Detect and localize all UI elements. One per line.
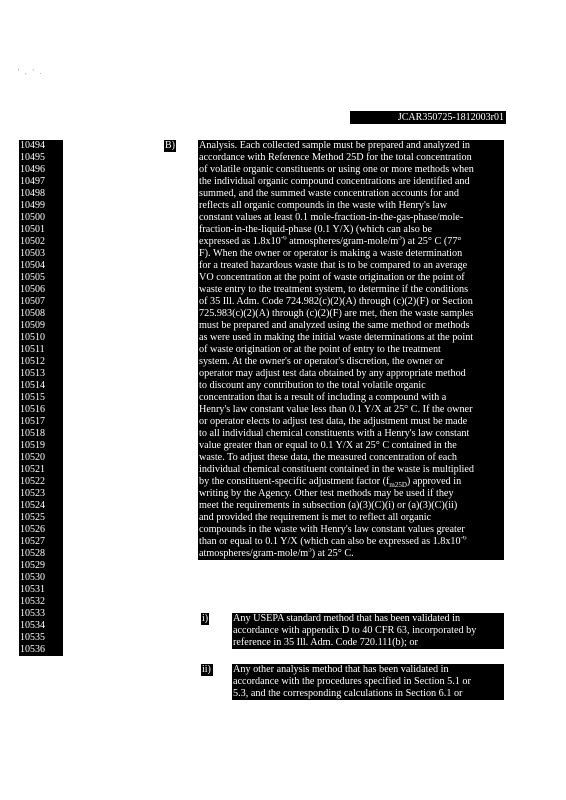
line-number: 10535 [19,632,63,644]
line-number: 10533 [19,608,63,620]
line-number: 10532 [19,596,63,608]
line-number: 10516 [19,404,63,416]
line-number: 10528 [19,548,63,560]
paragraph-line: system. At the owner's or operator's discretion, the owner or [199,356,444,367]
paragraph-line: reflects all organic compounds in the waste with Henry's law [199,200,448,211]
line-number: 10527 [19,536,63,548]
paragraph-line: as were used in making the initial waste determinations at the point [199,332,474,343]
paragraph-line: writing by the Agency. Other test methods may be used if they [199,488,454,499]
line-number: 10510 [19,332,63,344]
paragraph-line: 725.983(c)(2)(A) through (c)(2)(F) are met, then the waste samples [199,308,474,319]
paragraph-line: fraction-in-the-liquid-phase (0.1 Y/X) (which can also be [199,224,433,235]
sub-item-ii-text [232,664,504,700]
paragraph-line: accordance with Reference Method 25D for the total concentration [199,152,472,163]
sub-item-line: accordance with appendix D to 40 CFR 63, incorporated by [233,625,477,636]
line-number: 10530 [19,572,63,584]
line-number: 10501 [19,224,63,236]
analysis-paragraph [198,140,504,560]
paragraph-line: concentration that is a result of including a compound with a [199,392,447,403]
subscript: m25D [389,481,407,488]
line-number: 10496 [19,164,63,176]
paragraph-line: summed, and the summed waste concentration accounts for and [199,188,459,199]
line-number: 10522 [19,476,63,488]
line-number: 10524 [19,500,63,512]
paragraph-line: meet the requirements in subsection (a)(3)(C)(i) or (a)(3)(C)(ii) [199,500,458,511]
paragraph-line: value greater than or equal to 0.1 Y/X at 25° C contained in the [199,440,457,451]
line-number: 10507 [19,296,63,308]
paragraph-line: atmospheres/$gram-mole/m^3$) at 25° C. [198,548,371,560]
line-number: 10503 [19,248,63,260]
line-number: 10504 [19,260,63,272]
exponent: 3 [398,236,402,242]
paragraph-marker: B) [165,140,175,151]
sub-item-line: 5.3, and the corresponding calculations in Section 6.1 or [233,688,463,699]
paragraph-line: VO concentration at the point of waste origination or the point of [199,272,465,283]
line-number: 10500 [19,212,63,224]
line-number: 10519 [19,440,63,452]
sub-item-marker-i: i) [202,613,209,624]
exponent: -6 [280,236,287,242]
line-number: 10509 [19,320,63,332]
paragraph-line: by the constituent-specific adjustment factor $(f_{m25D})$ approved in [199,476,462,488]
paragraph-line: F). When the owner or operator is making a waste determination [199,248,463,259]
line-number: 10534 [19,620,63,632]
line-number: 10517 [19,416,63,428]
line-number: 10502 [19,236,63,248]
line-fragment: ) at 25° C. [311,548,354,559]
line-number: 10499 [19,200,63,212]
paragraph-line: constant values at least 0.1 mole-fraction-in-the-gas-phase/mole- [199,212,464,223]
line-number: 10495 [19,152,63,164]
line-number: 10523 [19,488,63,500]
paragraph-line: to discount any contribution to the total volatile organic [199,380,426,391]
line-number: 10526 [19,524,63,536]
line-number: 10494 [19,140,63,152]
sub-item-i-text [232,613,504,649]
exponent: 3 [308,548,312,554]
line-number: 10520 [19,452,63,464]
paragraph-line: to all individual chemical constituents with a Henry's law constant [199,428,470,439]
line-number: 10515 [19,392,63,404]
line-number: 10531 [19,584,63,596]
line-number: 10529 [19,560,63,572]
line-number: 10508 [19,308,63,320]
scan-specks: ' , ' . [18,68,44,76]
line-number: 10514 [19,380,63,392]
sub-item-line: accordance with the procedures specified in Section 5.1 or [233,676,471,687]
line-number: 10497 [19,176,63,188]
paragraph-line: waste entry to the treatment system, to determine if the conditions [199,284,469,295]
exponent: -6 [460,536,467,542]
sub-item-line: reference in 35 Ill. Adm. Code 720.111(b); or [233,637,418,648]
line-fragment: ) at 25° C (77° [401,236,462,247]
line-number: 10511 [19,344,63,356]
document-code-header: JCAR350725-1812003r01 [350,111,506,124]
sub-item-line: Any USEPA standard method that has been validated in [233,613,461,624]
paragraph-line: operator may adjust test data obtained by any appropriate method [199,368,466,379]
paragraph-line: for a treated hazardous waste that is to be compared to an average [199,260,468,271]
line-number-column [19,140,63,656]
paragraph-line: waste. To adjust these data, the measured concentration of each [199,452,457,463]
paragraph-line: compounds in the waste with Henry's law constant values greater [199,524,465,535]
paragraph-line: of 35 Ill. Adm. Code 724.982(c)(2)(A) through (c)(2)(F) or Section [199,296,473,307]
sub-item-line: Any other analysis method that has been validated in [233,664,449,675]
line-number: 10521 [19,464,63,476]
paragraph-line: individual chemical constituent contained in the waste is multiplied [199,464,474,475]
line-number: 10536 [19,644,63,656]
paragraph-line: the individual organic compound concentrations are identified and [199,176,470,187]
sub-item-marker-ii: ii) [201,664,213,676]
line-number: 10506 [19,284,63,296]
paragraph-line: of volatile organic constituents or using one or more methods when [199,164,474,175]
paragraph-line: Analysis. Each collected sample must be prepared and analyzed in [199,140,470,151]
paragraph-line: expressed as $1.8x10^{-6}$ atmospheres/$gram-mole/m^3$) at 25° C (77° [198,236,504,248]
line-number: 10498 [19,188,63,200]
line-number: 10525 [19,512,63,524]
paragraph-line: must be prepared and analyzed using the same method or methods [199,320,470,331]
paragraph-line: than or equal to 0.1 Y/X (which can also be expressed as $1.8x10^{-6}$ [198,536,504,548]
paragraph-line: or operator elects to adjust test data, the adjustment must be made [199,416,468,427]
line-number: 10512 [19,356,63,368]
line-fragment: ) approved in [406,476,462,487]
line-number: 10518 [19,428,63,440]
line-number: 10505 [19,272,63,284]
line-fragment: atmospheres/gram-mole/m [286,236,399,247]
line-number: 10513 [19,368,63,380]
paragraph-line: of waste origination or at the point of entry to the treatment [199,344,441,355]
paragraph-line: and provided the requirement is met to reflect all organic [199,512,432,523]
paragraph-line: Henry's law constant value less than 0.1 Y/X at 25° C. If the owner [199,404,473,415]
